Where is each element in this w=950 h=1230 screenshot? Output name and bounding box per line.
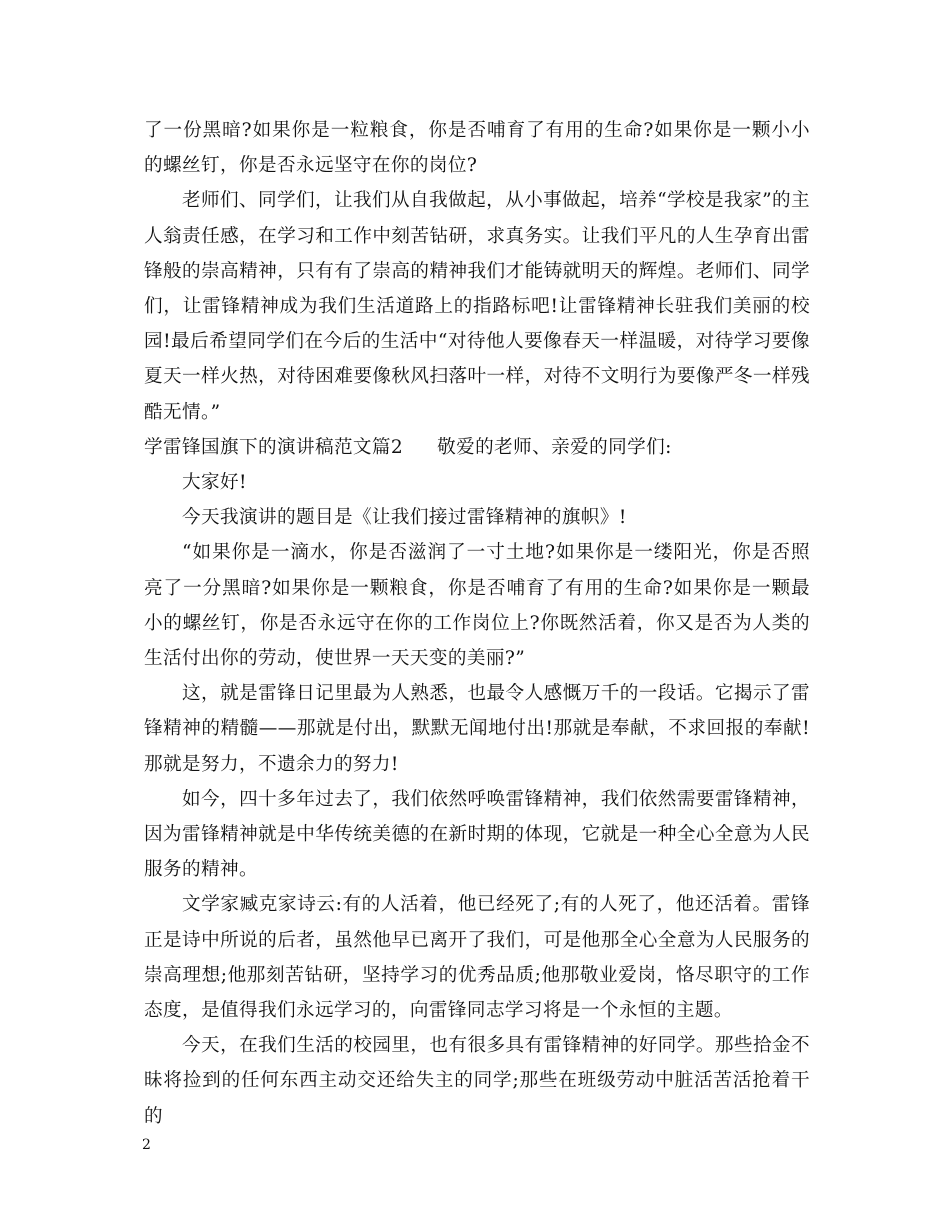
body-paragraph-1: 了一份黑暗?如果你是一粒粮食，你是否哺育了有用的生命?如果你是一颗小小的螺丝钉，你是否永远坚守在你的岗位? (144, 120, 810, 177)
document-body (144, 113, 810, 1134)
section-heading (144, 430, 810, 465)
salutation: 敬爱的老师、亲爱的同学们: (437, 436, 672, 458)
body-paragraph-5: “如果你是一滴水，你是否滋润了一寸土地?如果你是一缕阳光，你是否照亮了一分黑暗?如果你是一颗粮食，你是否哺育了有用的生命?如果你是一颗最小的螺丝钉，你是否永远守在你的工作岗位上?你既然活着，你又是否为人类的生活付出你的劳动，使世界一天天变的美丽?” (144, 542, 810, 670)
body-paragraph-6: 这，就是雷锋日记里最为人熟悉，也最令人感慨万千的一段话。它揭示了雷锋精神的精髓——那就是付出，默默无闻地付出!那就是奉献，不求回报的奉献!那就是努力，不遗余力的努力! (144, 683, 810, 775)
page-number: 2 (142, 1137, 151, 1153)
body-paragraph-9: 今天，在我们生活的校园里，也有很多具有雷锋精神的好同学。那些拾金不昧将捡到的任何东西主动交还给失主的同学;那些在班级劳动中脏活苦活抢着干的 (144, 1035, 810, 1127)
body-paragraph-7: 如今，四十多年过去了，我们依然呼唤雷锋精神，我们依然需要雷锋精神，因为雷锋精神就是中华传统美德的在新时期的体现，它就是一种全心全意为人民服务的精神。 (144, 788, 810, 881)
body-paragraph-4: 今天我演讲的题目是《让我们接过雷锋精神的旗帜》! (182, 507, 627, 529)
body-paragraph-8: 文学家臧克家诗云:有的人活着，他已经死了;有的人死了，他还活着。雷锋正是诗中所说的后者，虽然他早已离开了我们，可是他那全心全意为人民服务的崇高理想;他那刻苦钻研，坚持学习的优秀品质;他那敬业爱岗，恪尽职守的工作态度，是值得我们永远学习的，向雷锋同志学习将是一个永恒的主题。 (144, 894, 810, 1022)
section-title: 学雷锋国旗下的演讲稿范文篇2 (144, 436, 404, 458)
body-paragraph-3: 大家好! (182, 472, 247, 494)
body-paragraph-2: 老师们、同学们，让我们从自我做起，从小事做起，培养“学校是我家”的主人翁责任感，在学习和工作中刻苦钻研，求真务实。让我们平凡的人生孕育出雷锋般的崇高精神，只有有了崇高的精神我们才能铸就明天的辉煌。老师们、同学们，让雷锋精神成为我们生活道路上的指路标吧!让雷锋精神长驻我们美丽的校园!最后希望同学们在今后的生活中“对待他人要像春天一样温暖，对待学习要像夏天一样火热，对待困难要像秋风扫落叶一样，对待不文明行为要像严冬一样残酷无情。” (144, 190, 810, 423)
